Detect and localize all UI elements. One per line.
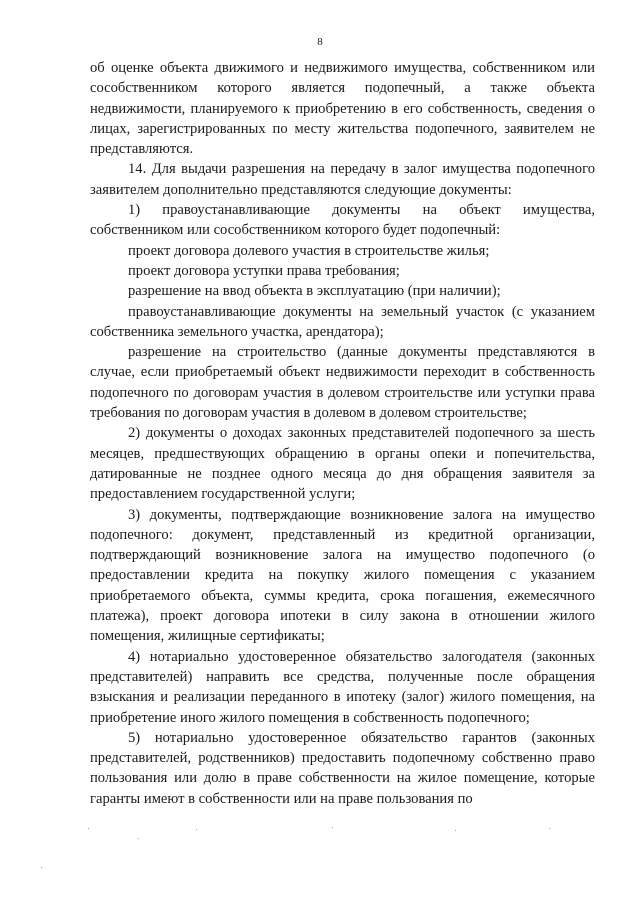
paragraph: об оценке объекта движимого и недвижимого имущества, собственником или сособственником которого является подопечный, а также объекта недвижимости, планируемого к приобретению в его собственность, сведения о лицах, зарегистрированных по месту жительства подопечного, заявителем не представляются. [90,60,595,158]
paragraph: 14. Для выдачи разрешения на передачу в залог имущества подопечного заявителем дополнительно представляются следующие документы: [90,161,595,198]
list-item: 3) документы, подтверждающие возникновение залога на имущество подопечного: документ, представленный из кредитной организации, подтверждающий возникновение залога на имущество подопечного (о предоставлении кредита на покупку жилого помещения с указанием приобретаемого объекта, суммы кредита, срока погашения, ежемесячного платежа), проект договора ипотеки в силу закона в отношении жилого помещения, жилищные сертификаты; [90,506,595,645]
list-item: 4) нотариально удостоверенное обязательство залогодателя (законных представителей) направить все средства, полученные после обращения взыскания и реализации переданного в ипотеку (залог) жилого помещения, на приобретение иного жилого помещения в собственность подопечного; [90,648,595,726]
list-item: проект договора уступки права требования; [128,262,400,279]
list-item: разрешение на строительство (данные документы представляются в случае, если приобретаемый объект недвижимости переходит в собственность подопечного по договорам участия в долевом строительстве или уступки права требования по договорам участия в долевом в долевом строительстве; [90,344,595,422]
list-item: 5) нотариально удостоверенное обязательство гарантов (законных представителей, родственников) предоставить подопечному собственно право пользования или долю в праве собственности на жилое помещение, которые гаранты имеют в собственности или на праве пользования по [90,729,595,807]
list-item: правоустанавливающие документы на земельный участок (с указанием собственника земельного участка, арендатора); [90,303,595,340]
list-item: проект договора долевого участия в строительстве жилья; [128,242,490,259]
list-item: 1) правоустанавливающие документы на объект имущества, собственником или сособственником которого будет подопечный: [90,202,595,239]
list-item: 2) документы о доходах законных представителей подопечного за шесть месяцев, предшествующих обращению в органы опеки и попечительства, датированные не позднее одного месяца до дня обращения заявителя за предоставлением государственной услуги; [90,425,595,503]
list-item: разрешение на ввод объекта в эксплуатацию (при наличии); [128,283,501,300]
document-body [90,58,595,809]
scan-noise [0,826,640,886]
page-number: 8 [317,36,323,48]
